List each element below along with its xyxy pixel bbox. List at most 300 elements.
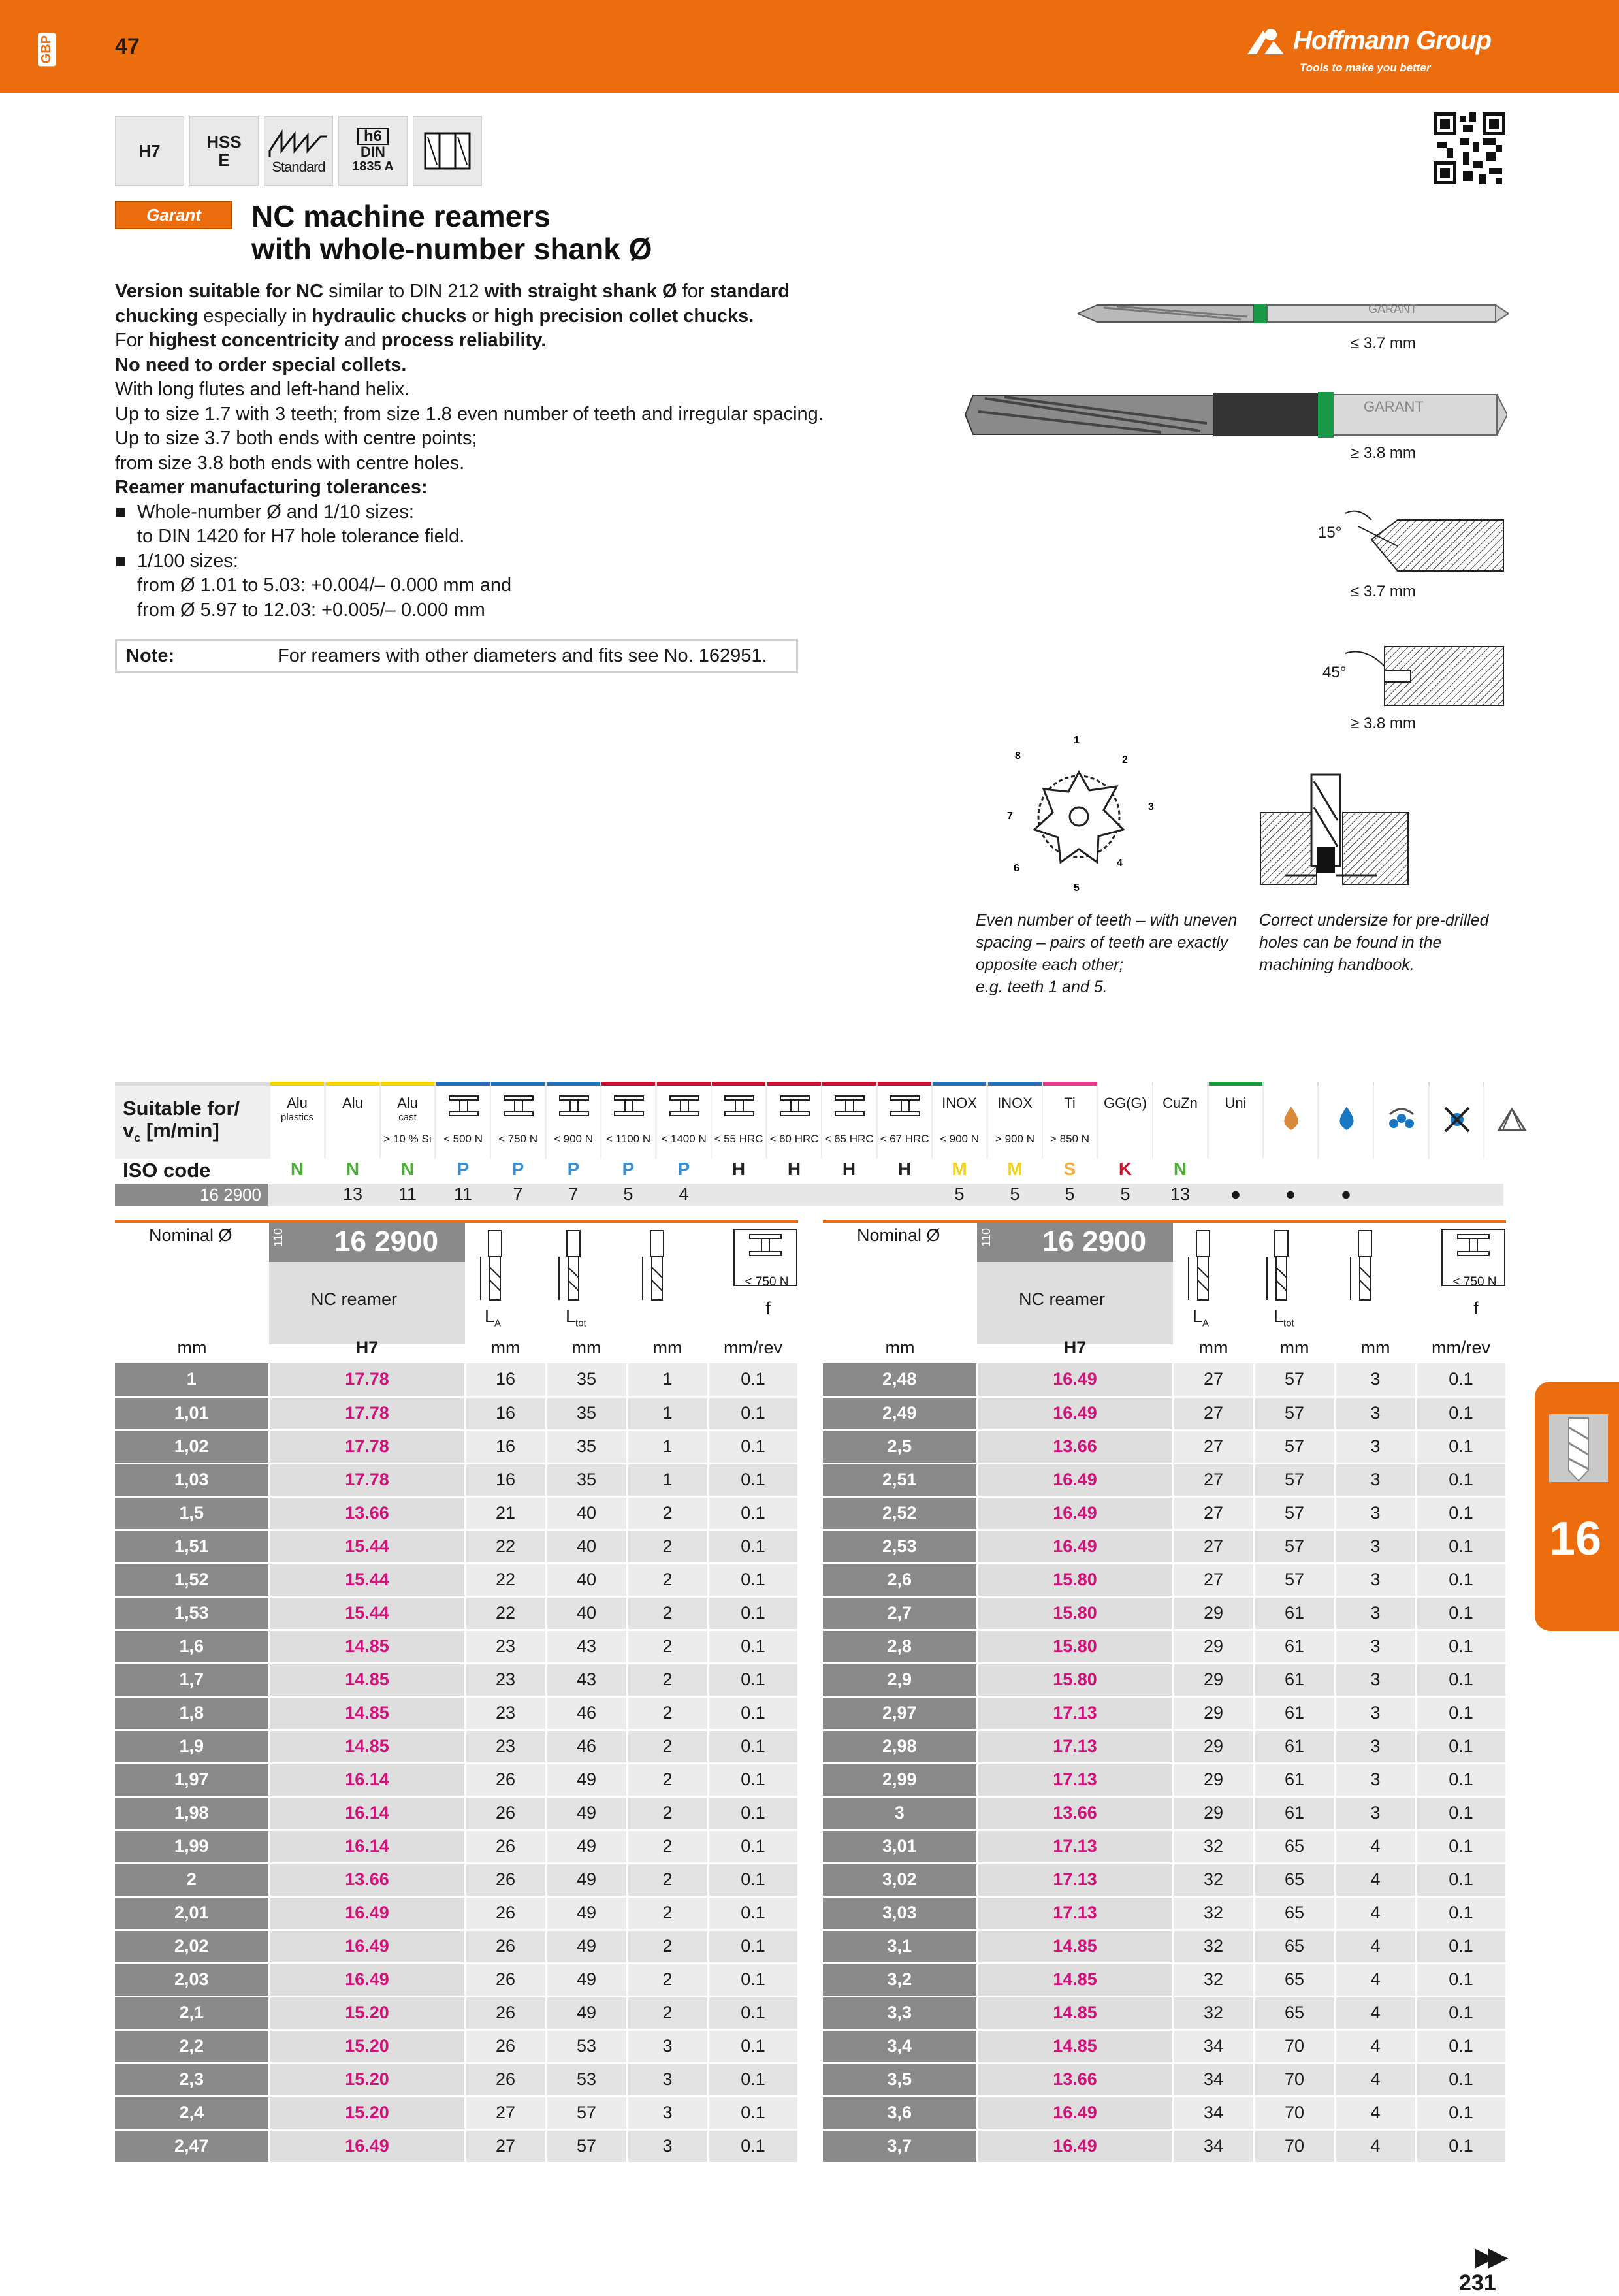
table-row — [115, 1463, 798, 1496]
cutting-length-cell: 32 — [1173, 1996, 1254, 2029]
nominal-header: Nominal Ø — [857, 1225, 940, 1245]
table-row — [115, 2029, 798, 2063]
article-code-small: 110 — [272, 1228, 285, 1247]
iso-code: P — [457, 1159, 470, 1179]
iso-code: N — [345, 1159, 360, 1179]
table-row — [823, 1763, 1506, 1796]
cutting-length-cell: 16 — [465, 1397, 546, 1430]
table-row — [823, 1363, 1506, 1397]
shank-diameter-cell: 3 — [1335, 1563, 1416, 1596]
table-row — [823, 2063, 1506, 2096]
price-cell[interactable]: 16.49 — [977, 1363, 1173, 1397]
material-strength: < 500 N — [443, 1133, 483, 1145]
table-row — [823, 1630, 1506, 1663]
shank-diameter-cell: 3 — [1335, 1763, 1416, 1796]
total-length-cell: 57 — [1254, 1363, 1335, 1397]
total-length-cell: 57 — [1254, 1496, 1335, 1530]
price-cell[interactable]: 17.78 — [269, 1430, 465, 1463]
table-row — [115, 1930, 798, 1963]
cutting-length-cell: 29 — [1173, 1696, 1254, 1730]
price-cell[interactable]: 14.85 — [269, 1696, 465, 1730]
price-cell[interactable]: 14.85 — [977, 2029, 1173, 2063]
shank-diameter-cell: 3 — [627, 2029, 708, 2063]
cutting-speed-value: 13 — [1170, 1184, 1191, 1204]
price-cell[interactable]: 15.20 — [269, 2063, 465, 2096]
total-length-cell: 49 — [546, 1863, 627, 1896]
shank-diameter-cell: 3 — [1335, 1363, 1416, 1397]
shank-diameter-cell: 2 — [627, 1763, 708, 1796]
nominal-diameter-cell: 2,47 — [115, 2129, 269, 2163]
desc-text: especially in — [198, 305, 312, 327]
price-cell[interactable]: 15.80 — [977, 1630, 1173, 1663]
total-length-icon — [554, 1228, 593, 1306]
price-cell[interactable]: 16.14 — [269, 1830, 465, 1863]
price-cell[interactable]: 15.20 — [269, 2029, 465, 2063]
shank-diameter-cell: 3 — [1335, 1796, 1416, 1830]
total-length-cell: 49 — [546, 1930, 627, 1963]
feed-cell: 0.1 — [708, 1696, 798, 1730]
la-symbol — [485, 1306, 501, 1329]
table-row — [823, 1996, 1506, 2029]
cutting-length-cell: 32 — [1173, 1896, 1254, 1930]
unit-nominal: mm — [177, 1338, 207, 1357]
unit-nominal: mm — [885, 1338, 915, 1357]
price-cell[interactable]: 14.85 — [977, 1996, 1173, 2029]
ltot-letter: L — [1274, 1306, 1284, 1326]
property-label: E — [218, 150, 230, 170]
price-cell[interactable]: 17.13 — [977, 1730, 1173, 1763]
shank-diameter-cell: 1 — [627, 1363, 708, 1397]
table-row — [823, 1430, 1506, 1463]
nominal-diameter-cell: 1,8 — [115, 1696, 269, 1730]
shank-diameter-cell: 2 — [627, 1896, 708, 1930]
product-description — [115, 280, 873, 623]
shank-diameter-icon — [1345, 1228, 1385, 1306]
material-name: Alu — [397, 1095, 418, 1111]
price-cell[interactable]: 14.85 — [977, 1930, 1173, 1963]
price-cell[interactable]: 17.13 — [977, 1696, 1173, 1730]
shank-diameter-cell: 2 — [627, 1530, 708, 1563]
nominal-diameter-cell: 3,4 — [823, 2029, 977, 2063]
feed-cell: 0.1 — [1416, 1430, 1506, 1463]
unit-feed: mm/rev — [1432, 1338, 1490, 1357]
shank-diameter-cell: 4 — [1335, 1896, 1416, 1930]
cutting-length-cell: 26 — [465, 1896, 546, 1930]
tip-detail-centre-hole-image — [1332, 634, 1509, 712]
feed-cell: 0.1 — [708, 1397, 798, 1430]
feed-cell: 0.1 — [708, 1663, 798, 1696]
price-cell[interactable]: 16.14 — [269, 1763, 465, 1796]
material-strength: < 67 HRC — [880, 1133, 929, 1145]
feed-cell: 0.1 — [1416, 1963, 1506, 1996]
price-cell[interactable]: 17.78 — [269, 1363, 465, 1397]
material-name: CuZn — [1162, 1095, 1198, 1111]
shank-diameter-cell: 2 — [627, 1496, 708, 1530]
cutting-speed-value: 7 — [513, 1184, 523, 1204]
steel-beam-icon — [448, 1095, 479, 1117]
total-length-cell: 46 — [546, 1730, 627, 1763]
shank-diameter-cell: 2 — [627, 1596, 708, 1630]
la-letter: L — [485, 1306, 495, 1326]
desc-text: highest concentricity — [148, 330, 340, 351]
price-cell[interactable]: 13.66 — [977, 1430, 1173, 1463]
size-caption: ≤ 3.7 mm — [1351, 583, 1416, 600]
cutting-length-cell: 26 — [465, 1996, 546, 2029]
total-length-cell: 40 — [546, 1530, 627, 1563]
cutting-length-cell: 34 — [1173, 2129, 1254, 2163]
nominal-diameter-cell: 2,7 — [823, 1596, 977, 1630]
table-row — [115, 1730, 798, 1763]
property-label: h6 — [357, 128, 389, 145]
material-name: Alu — [342, 1095, 363, 1111]
brand-logo[interactable] — [1245, 26, 1491, 56]
total-length-cell: 57 — [1254, 1563, 1335, 1596]
total-length-cell: 65 — [1254, 1830, 1335, 1863]
total-length-cell: 61 — [1254, 1763, 1335, 1796]
price-cell[interactable]: 16.14 — [269, 1796, 465, 1830]
chapter-tab[interactable] — [1535, 1382, 1619, 1631]
nominal-diameter-cell: 2,48 — [823, 1363, 977, 1397]
feed-cell: 0.1 — [1416, 1496, 1506, 1530]
feed-cell: 0.1 — [1416, 1896, 1506, 1930]
article-number: 16 2900 — [334, 1225, 439, 1257]
total-length-cell: 35 — [546, 1430, 627, 1463]
price-cell[interactable]: 13.66 — [977, 2063, 1173, 2096]
total-length-cell: 61 — [1254, 1596, 1335, 1630]
shank-diameter-cell: 2 — [627, 1830, 708, 1863]
price-cell[interactable]: 16.49 — [977, 1530, 1173, 1563]
la-letter: L — [1193, 1306, 1203, 1326]
price-cell[interactable]: 15.80 — [977, 1596, 1173, 1630]
bullet-square-icon: ■ — [115, 550, 127, 572]
cutting-length-cell: 26 — [465, 1830, 546, 1863]
article-label: 16 2900 — [115, 1184, 268, 1206]
price-cell[interactable]: 15.44 — [269, 1563, 465, 1596]
nominal-diameter-cell: 1,97 — [115, 1763, 269, 1796]
feed-cell: 0.1 — [1416, 1530, 1506, 1563]
property-through-hole — [413, 116, 482, 186]
feed-cell: 0.1 — [708, 2096, 798, 2129]
feed-cell: 0.1 — [1416, 1930, 1506, 1963]
nominal-diameter-cell: 2,98 — [823, 1730, 977, 1763]
feed-cell: 0.1 — [1416, 1996, 1506, 2029]
property-label: DIN — [361, 144, 385, 160]
price-cell[interactable]: 15.44 — [269, 1530, 465, 1563]
chapter-number: 16 — [1549, 1513, 1602, 1565]
cutting-length-cell: 21 — [465, 1496, 546, 1530]
nominal-diameter-cell: 3,2 — [823, 1963, 977, 1996]
material-name: Uni — [1225, 1095, 1247, 1111]
title-line-2: with whole-number shank Ø — [251, 232, 652, 266]
nominal-diameter-cell: 1,7 — [115, 1663, 269, 1696]
unit-ltot: mm — [1279, 1338, 1309, 1357]
unit-shank: mm — [652, 1338, 682, 1357]
table-row — [823, 1463, 1506, 1496]
cutting-length-cell: 26 — [465, 1930, 546, 1963]
cutting-length-cell: 23 — [465, 1663, 546, 1696]
feed-cell: 0.1 — [1416, 2129, 1506, 2163]
caption-line: spacing – pairs of teeth are exactly — [976, 933, 1228, 952]
iso-code: S — [1063, 1159, 1076, 1179]
material-name: INOX — [997, 1095, 1033, 1111]
desc-text: high precision collet chucks. — [494, 305, 754, 327]
price-cell[interactable]: 16.49 — [977, 2096, 1173, 2129]
shank-diameter-cell: 2 — [627, 1996, 708, 2029]
tooth-number: 8 — [1015, 751, 1021, 762]
cutting-length-cell: 29 — [1173, 1596, 1254, 1630]
cutting-speed-value: 11 — [453, 1184, 473, 1204]
nominal-diameter-cell: 3,03 — [823, 1896, 977, 1930]
price-cell[interactable]: 17.13 — [977, 1763, 1173, 1796]
nominal-diameter-cell: 2,53 — [823, 1530, 977, 1563]
iso-label: ISO code — [123, 1159, 211, 1182]
nominal-diameter-cell: 3,6 — [823, 2096, 977, 2129]
desc-text: process reliability. — [381, 330, 547, 351]
cutting-speed-value: 4 — [679, 1184, 689, 1204]
cutting-length-cell: 29 — [1173, 1630, 1254, 1663]
shank-diameter-cell: 2 — [627, 1963, 708, 1996]
nominal-diameter-cell: 2,9 — [823, 1663, 977, 1696]
unit-ltot: mm — [571, 1338, 601, 1357]
price-cell[interactable]: 14.85 — [269, 1630, 465, 1663]
article-code-small: 110 — [980, 1228, 993, 1247]
table-row — [823, 2096, 1506, 2129]
mql-icon — [1386, 1104, 1417, 1134]
total-length-cell: 65 — [1254, 1996, 1335, 2029]
price-cell[interactable]: 16.49 — [269, 2129, 465, 2163]
total-length-cell: 70 — [1254, 2063, 1335, 2096]
material-name: INOX — [942, 1095, 977, 1111]
price-cell[interactable]: 17.13 — [977, 1830, 1173, 1863]
desc-text: or — [466, 305, 494, 327]
feed-cell: 0.1 — [1416, 1730, 1506, 1763]
cutting-length-cell: 27 — [1173, 1397, 1254, 1430]
feed-cell: 0.1 — [1416, 2096, 1506, 2129]
nominal-diameter-cell: 3,02 — [823, 1863, 977, 1896]
desc-text: 1/100 sizes: — [137, 550, 238, 572]
shank-diameter-cell: 4 — [1335, 2063, 1416, 2096]
cutting-length-cell: 23 — [465, 1630, 546, 1663]
feed-cell: 0.1 — [1416, 1796, 1506, 1830]
note-text: For reamers with other diameters and fits see No. 162951. — [278, 645, 767, 666]
table-row — [115, 1896, 798, 1930]
shank-diameter-cell: 3 — [1335, 1530, 1416, 1563]
catalog-code: GBP — [38, 33, 56, 66]
total-length-cell: 35 — [546, 1463, 627, 1496]
cutting-length-cell: 34 — [1173, 2063, 1254, 2096]
shank-diameter-cell: 4 — [1335, 2096, 1416, 2129]
price-cell[interactable]: 15.80 — [977, 1663, 1173, 1696]
price-cell[interactable]: 17.78 — [269, 1397, 465, 1430]
feed-cell: 0.1 — [708, 1863, 798, 1896]
feed-cell: 0.1 — [708, 1763, 798, 1796]
teeth-caption — [976, 909, 1237, 998]
price-cell[interactable]: 14.85 — [977, 1963, 1173, 1996]
nominal-diameter-cell: 1,52 — [115, 1563, 269, 1596]
total-length-cell: 43 — [546, 1630, 627, 1663]
table-row — [823, 1397, 1506, 1430]
shank-diameter-cell: 3 — [1335, 1496, 1416, 1530]
table-row — [115, 1796, 798, 1830]
table-row — [823, 1930, 1506, 1963]
total-length-cell: 65 — [1254, 1863, 1335, 1896]
suitability-label — [123, 1097, 240, 1149]
iso-code: N — [400, 1159, 415, 1179]
total-length-cell: 61 — [1254, 1630, 1335, 1663]
price-cell[interactable]: 15.20 — [269, 1996, 465, 2029]
nominal-diameter-cell: 2,5 — [823, 1430, 977, 1463]
air-blast-icon — [1496, 1104, 1528, 1134]
iso-code: P — [677, 1159, 690, 1179]
price-cell[interactable]: 13.66 — [269, 1496, 465, 1530]
total-length-cell: 57 — [546, 2129, 627, 2163]
price-cell[interactable]: 15.80 — [977, 1563, 1173, 1596]
material-strength: < 900 N — [939, 1133, 979, 1145]
table-row — [823, 1663, 1506, 1696]
tooth-number: 5 — [1074, 882, 1080, 894]
total-length-cell: 40 — [546, 1563, 627, 1596]
price-cell[interactable]: 17.13 — [977, 1896, 1173, 1930]
shank-diameter-cell: 2 — [627, 1563, 708, 1596]
table-row — [115, 1663, 798, 1696]
title-line-1: NC machine reamers — [251, 199, 551, 233]
material-strength: < 1400 N — [661, 1133, 707, 1145]
price-cell[interactable]: 17.78 — [269, 1463, 465, 1496]
cutting-speed-value: 5 — [623, 1184, 633, 1204]
feed-cell: 0.1 — [1416, 2063, 1506, 2096]
iso-code: H — [842, 1159, 856, 1179]
tooth-number: 3 — [1148, 801, 1154, 813]
iso-code: K — [1118, 1159, 1132, 1179]
shank-diameter-cell: 2 — [627, 1630, 708, 1663]
total-length-cell: 57 — [1254, 1463, 1335, 1496]
size-caption: ≥ 3.8 mm — [1351, 715, 1416, 732]
price-cell[interactable]: 14.85 — [269, 1730, 465, 1763]
la-symbol — [1193, 1306, 1209, 1329]
unit-h7: H7 — [1063, 1338, 1087, 1357]
shank-diameter-cell: 2 — [627, 1663, 708, 1696]
qr-code-icon[interactable] — [1434, 112, 1505, 184]
total-length-cell: 49 — [546, 1996, 627, 2029]
total-length-cell: 61 — [1254, 1663, 1335, 1696]
cutting-speed-value: 5 — [954, 1184, 965, 1204]
nominal-diameter-cell: 2,51 — [823, 1463, 977, 1496]
price-cell[interactable]: 13.66 — [269, 1863, 465, 1896]
total-length-cell: 57 — [1254, 1430, 1335, 1463]
total-length-cell: 70 — [1254, 2096, 1335, 2129]
price-cell[interactable]: 16.49 — [269, 1930, 465, 1963]
nominal-diameter-cell: 2,52 — [823, 1496, 977, 1530]
steel-beam-icon — [558, 1095, 590, 1117]
total-length-icon — [1262, 1228, 1301, 1306]
next-page-arrows-icon[interactable]: ▶▶ — [1475, 2242, 1502, 2271]
property-hsse — [189, 116, 259, 186]
table-row — [823, 1563, 1506, 1596]
price-cell[interactable]: 16.49 — [977, 2129, 1173, 2163]
shank-diameter-cell: 2 — [627, 1796, 708, 1830]
table-row — [823, 1863, 1506, 1896]
price-cell[interactable]: 15.20 — [269, 2096, 465, 2129]
shank-diameter-cell: 3 — [1335, 1596, 1416, 1630]
feed-cell: 0.1 — [1416, 1463, 1506, 1496]
table-row — [823, 1830, 1506, 1863]
iso-code: P — [622, 1159, 635, 1179]
table-row — [823, 2129, 1506, 2163]
cutting-length-cell: 34 — [1173, 2029, 1254, 2063]
desc-text: Whole-number Ø and 1/10 sizes: — [137, 501, 414, 523]
price-cell[interactable]: 13.66 — [977, 1796, 1173, 1830]
price-cell[interactable]: 17.13 — [977, 1863, 1173, 1896]
desc-text: hydraulic chucks — [312, 305, 467, 327]
nominal-diameter-cell: 3,1 — [823, 1930, 977, 1963]
table-row — [115, 1830, 798, 1863]
angle-label: 45° — [1322, 664, 1347, 681]
total-length-cell: 65 — [1254, 1930, 1335, 1963]
table-row — [823, 2029, 1506, 2063]
price-cell[interactable]: 16.49 — [977, 1397, 1173, 1430]
nominal-diameter-cell: 1 — [115, 1363, 269, 1397]
price-cell[interactable]: 15.44 — [269, 1596, 465, 1630]
table-row — [115, 1996, 798, 2029]
cutting-speed-value: 5 — [1065, 1184, 1075, 1204]
caption-line: Even number of teeth – with uneven — [976, 911, 1238, 930]
shank-diameter-cell: 3 — [1335, 1696, 1416, 1730]
property-shank-din — [338, 116, 408, 186]
feed-cell: 0.1 — [708, 2029, 798, 2063]
feed-cell: 0.1 — [708, 1896, 798, 1930]
total-length-cell: 49 — [546, 1963, 627, 1996]
force-label: < 750 N — [745, 1275, 789, 1289]
feed-cell: 0.1 — [708, 1596, 798, 1630]
nominal-diameter-cell: 2,02 — [115, 1930, 269, 1963]
tooth-number: 1 — [1074, 735, 1080, 746]
oil-drop-icon — [1275, 1104, 1307, 1134]
shank-diameter-cell: 4 — [1335, 1930, 1416, 1963]
dry-machining-icon — [1441, 1104, 1473, 1134]
desc-text: Reamer manufacturing tolerances: — [115, 477, 428, 498]
feed-symbol: f — [765, 1299, 771, 1318]
cutting-speed-value: 7 — [568, 1184, 579, 1204]
material-name: GG(G) — [1104, 1095, 1147, 1111]
material-strength: < 55 HRC — [714, 1133, 763, 1145]
cutting-length-cell: 27 — [1173, 1430, 1254, 1463]
price-cell[interactable]: 16.49 — [269, 1963, 465, 1996]
caption-line: holes can be found in the — [1259, 933, 1442, 952]
cutting-length-cell: 34 — [1173, 2096, 1254, 2129]
cutting-length-icon — [475, 1228, 515, 1306]
steel-beam-icon — [503, 1095, 534, 1117]
cutting-speed-value: ● — [1285, 1184, 1296, 1204]
nominal-diameter-cell: 3,5 — [823, 2063, 977, 2096]
nominal-diameter-cell: 3,3 — [823, 1996, 977, 2029]
la-sub: A — [1202, 1318, 1210, 1329]
price-cell[interactable]: 16.49 — [977, 1463, 1173, 1496]
table-row — [115, 1496, 798, 1530]
feed-cell: 0.1 — [708, 1496, 798, 1530]
nominal-diameter-cell: 2,97 — [823, 1696, 977, 1730]
size-caption: ≤ 3.7 mm — [1351, 334, 1416, 352]
total-length-cell: 53 — [546, 2029, 627, 2063]
table-row — [823, 1596, 1506, 1630]
feed-cell: 0.1 — [708, 2063, 798, 2096]
ltot-sub: tot — [1283, 1318, 1294, 1329]
price-cell[interactable]: 16.49 — [977, 1496, 1173, 1530]
table-row — [115, 1696, 798, 1730]
emulsion-drop-icon — [1331, 1104, 1362, 1134]
price-cell[interactable]: 16.49 — [269, 1896, 465, 1930]
price-cell[interactable]: 14.85 — [269, 1663, 465, 1696]
feed-cell: 0.1 — [708, 1996, 798, 2029]
